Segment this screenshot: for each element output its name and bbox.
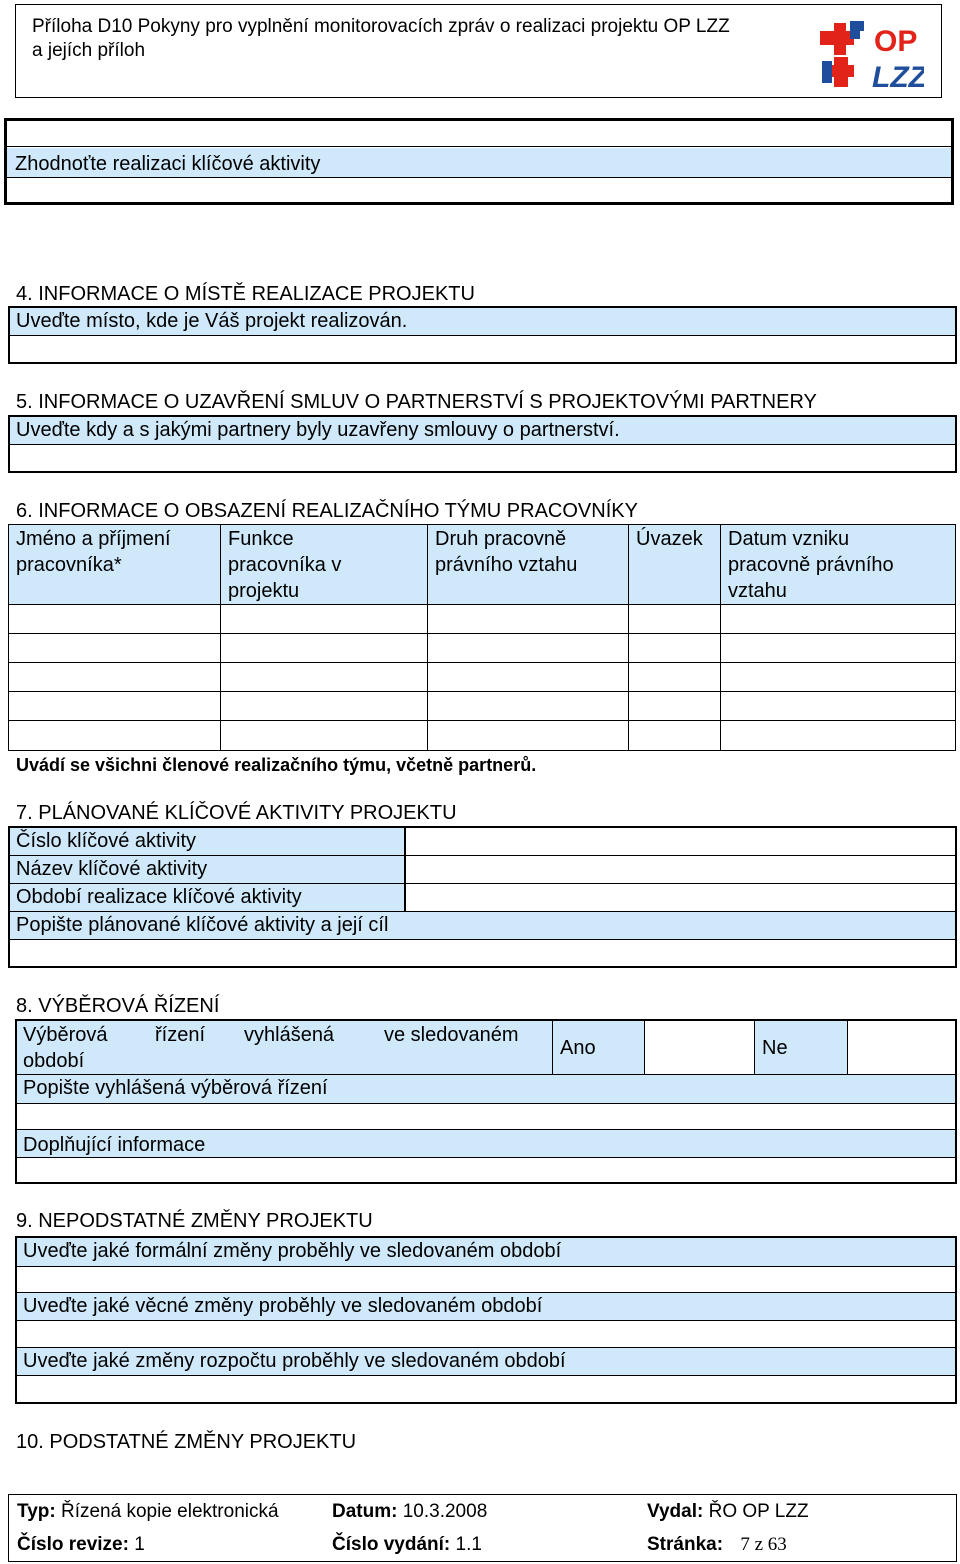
team-col-name-l1: Jméno a příjmení bbox=[16, 528, 171, 550]
no-checkbox[interactable] bbox=[848, 1021, 955, 1075]
section8-additional-label: Doplňující informace bbox=[17, 1130, 955, 1158]
team-table-cell[interactable] bbox=[428, 721, 629, 751]
section8-describe-input[interactable] bbox=[17, 1104, 955, 1130]
team-table-cell[interactable] bbox=[428, 692, 629, 721]
team-table-cell[interactable] bbox=[221, 663, 428, 692]
section7-row3-label: Období realizace klíčové aktivity bbox=[10, 884, 406, 912]
section9-box bbox=[15, 1236, 957, 1404]
footer-type bbox=[17, 1500, 279, 1524]
section9-budget-input[interactable] bbox=[17, 1376, 955, 1402]
section5-prompt: Uveďte kdy a s jakými partnery byly uzavřeny smlouvy o partnerství. bbox=[10, 417, 955, 445]
team-col-relation-l2: právního vztahu bbox=[435, 554, 578, 576]
section8-heading: 8. VÝBĚROVÁ ŘÍZENÍ bbox=[16, 995, 220, 1017]
team-table-cell[interactable] bbox=[629, 692, 721, 721]
announced-word1: Výběrová bbox=[23, 1024, 108, 1046]
section7-row2-input[interactable] bbox=[406, 856, 955, 884]
team-table-cell[interactable] bbox=[221, 692, 428, 721]
no-label: Ne bbox=[755, 1021, 848, 1075]
team-table-cell[interactable] bbox=[721, 692, 956, 721]
op-lzz-logo bbox=[814, 17, 924, 93]
section5-input[interactable] bbox=[10, 446, 955, 471]
footer-edition-value: 1.1 bbox=[455, 1534, 482, 1555]
team-col-date-l1: Datum vzniku bbox=[728, 528, 850, 550]
team-table-cell[interactable] bbox=[629, 721, 721, 751]
team-table-cell[interactable] bbox=[629, 634, 721, 663]
header-title-line1: Příloha D10 Pokyny pro vyplnění monitorovacích zpráv o realizaci projektu OP LZZ bbox=[32, 16, 730, 37]
footer-edition bbox=[332, 1533, 482, 1557]
section5-heading: 5. INFORMACE O UZAVŘENÍ SMLUV O PARTNERSTVÍ S PROJEKTOVÝMI PARTNERY bbox=[16, 391, 817, 413]
team-table-cell[interactable] bbox=[629, 605, 721, 634]
team-col-workload-header bbox=[629, 525, 721, 605]
team-col-workload-l1: Úvazek bbox=[636, 528, 703, 550]
footer-page-label: Stránka: bbox=[647, 1534, 724, 1555]
footer-date bbox=[332, 1500, 487, 1524]
team-table-cell[interactable] bbox=[221, 721, 428, 751]
team-table-cell[interactable] bbox=[721, 663, 956, 692]
team-table-cell[interactable] bbox=[9, 663, 221, 692]
team-col-function-l2: pracovníka v bbox=[228, 554, 342, 576]
footer-revision bbox=[17, 1533, 145, 1557]
team-table-cell[interactable] bbox=[221, 634, 428, 663]
section7-row4-label: Popište plánované klíčové aktivity a její cíl bbox=[10, 912, 955, 940]
eval-top-field[interactable] bbox=[7, 121, 951, 147]
footer-date-label: Datum: bbox=[332, 1501, 398, 1522]
announced-word2: řízení bbox=[155, 1024, 206, 1046]
section7-row1-label: Číslo klíčové aktivity bbox=[10, 828, 406, 856]
announced-word3: vyhlášená bbox=[244, 1024, 335, 1046]
footer-date-value: 10.3.2008 bbox=[402, 1501, 488, 1522]
section7-row1-input[interactable] bbox=[406, 828, 955, 856]
footer-type-label: Typ: bbox=[17, 1501, 56, 1522]
team-table-cell[interactable] bbox=[221, 605, 428, 634]
team-table-cell[interactable] bbox=[629, 663, 721, 692]
team-table-cell[interactable] bbox=[428, 634, 629, 663]
team-table bbox=[8, 524, 956, 751]
footer-type-value: Řízená kopie elektronická bbox=[60, 1501, 279, 1522]
section8-additional-input[interactable] bbox=[17, 1158, 955, 1182]
team-col-relation-header bbox=[428, 525, 629, 605]
section9-material-label: Uveďte jaké věcné změny proběhly ve sledovaném období bbox=[17, 1293, 955, 1321]
announced-line2: období bbox=[23, 1050, 85, 1072]
logo-text-lzz: LZZ bbox=[872, 61, 924, 93]
logo-text-op: OP bbox=[874, 25, 918, 58]
section8-box bbox=[15, 1019, 957, 1184]
section8-describe-label: Popište vyhlášená výběrová řízení bbox=[17, 1075, 955, 1104]
team-table-cell[interactable] bbox=[9, 605, 221, 634]
team-col-date-header bbox=[721, 525, 956, 605]
team-table-cell[interactable] bbox=[9, 634, 221, 663]
section7-row4-input[interactable] bbox=[10, 940, 955, 966]
footer-issued-value: ŘO OP LZZ bbox=[708, 1501, 809, 1522]
section8-announced-label bbox=[17, 1021, 553, 1075]
footer-issued-label: Vydal: bbox=[647, 1501, 704, 1522]
section9-formal-label: Uveďte jaké formální změny proběhly ve sledovaném období bbox=[17, 1238, 955, 1267]
team-table-cell[interactable] bbox=[721, 634, 956, 663]
footer-revision-label: Číslo revize: bbox=[17, 1534, 129, 1555]
team-col-function-l3: projektu bbox=[228, 580, 300, 602]
yes-checkbox[interactable] bbox=[645, 1021, 755, 1075]
section10-heading: 10. PODSTATNÉ ZMĚNY PROJEKTU bbox=[16, 1431, 357, 1453]
yes-label: Ano bbox=[553, 1021, 645, 1075]
section9-material-input[interactable] bbox=[17, 1321, 955, 1348]
section9-budget-label: Uveďte jaké změny rozpočtu proběhly ve sledovaném období bbox=[17, 1348, 955, 1376]
section7-heading: 7. PLÁNOVANÉ KLÍČOVÉ AKTIVITY PROJEKTU bbox=[16, 802, 457, 824]
team-col-date-l2: pracovně právního bbox=[728, 554, 894, 576]
eval-input-field[interactable] bbox=[7, 179, 951, 202]
section7-box bbox=[8, 826, 957, 968]
section6-note: Uvádí se všichni členové realizačního týmu, včetně partnerů. bbox=[16, 755, 537, 775]
section9-heading: 9. NEPODSTATNÉ ZMĚNY PROJEKTU bbox=[16, 1210, 373, 1232]
announced-word4: ve sledovaném bbox=[384, 1024, 519, 1046]
team-table-cell[interactable] bbox=[428, 663, 629, 692]
footer-issued bbox=[647, 1500, 809, 1524]
team-col-name-header bbox=[9, 525, 221, 605]
team-col-name-l2: pracovníka* bbox=[16, 554, 122, 576]
team-col-relation-l1: Druh pracovně bbox=[435, 528, 567, 550]
team-table-cell[interactable] bbox=[721, 721, 956, 751]
team-table-cell[interactable] bbox=[428, 605, 629, 634]
section7-row3-input[interactable] bbox=[406, 884, 955, 912]
team-table-cell[interactable] bbox=[9, 721, 221, 751]
document-header bbox=[15, 4, 942, 98]
team-col-function-header bbox=[221, 525, 428, 605]
section9-formal-input[interactable] bbox=[17, 1267, 955, 1293]
section7-row2-label: Název klíčové aktivity bbox=[10, 856, 406, 884]
footer-page bbox=[647, 1533, 787, 1557]
section6-heading: 6. INFORMACE O OBSAZENÍ REALIZAČNÍHO TÝMU PRACOVNÍKY bbox=[16, 500, 638, 522]
team-table-cell[interactable] bbox=[9, 692, 221, 721]
eval-label: Zhodnoťte realizaci klíčové aktivity bbox=[7, 148, 951, 178]
footer-revision-value: 1 bbox=[134, 1534, 145, 1555]
section4-box bbox=[8, 306, 957, 364]
header-title-line2: a jejích příloh bbox=[32, 40, 146, 61]
footer-edition-label: Číslo vydání: bbox=[332, 1534, 451, 1555]
document-footer bbox=[8, 1494, 957, 1562]
section4-prompt: Uveďte místo, kde je Váš projekt realizován. bbox=[10, 308, 955, 336]
team-col-date-l3: vztahu bbox=[728, 580, 787, 602]
team-col-function-l1: Funkce bbox=[228, 528, 294, 550]
key-activity-eval-box bbox=[4, 118, 954, 205]
footer-page-value: 7 z 63 bbox=[740, 1534, 787, 1555]
team-table-cell[interactable] bbox=[721, 605, 956, 634]
section4-heading: 4. INFORMACE O MÍSTĚ REALIZACE PROJEKTU bbox=[16, 283, 475, 305]
section5-box bbox=[8, 415, 957, 473]
section4-input[interactable] bbox=[10, 337, 955, 362]
